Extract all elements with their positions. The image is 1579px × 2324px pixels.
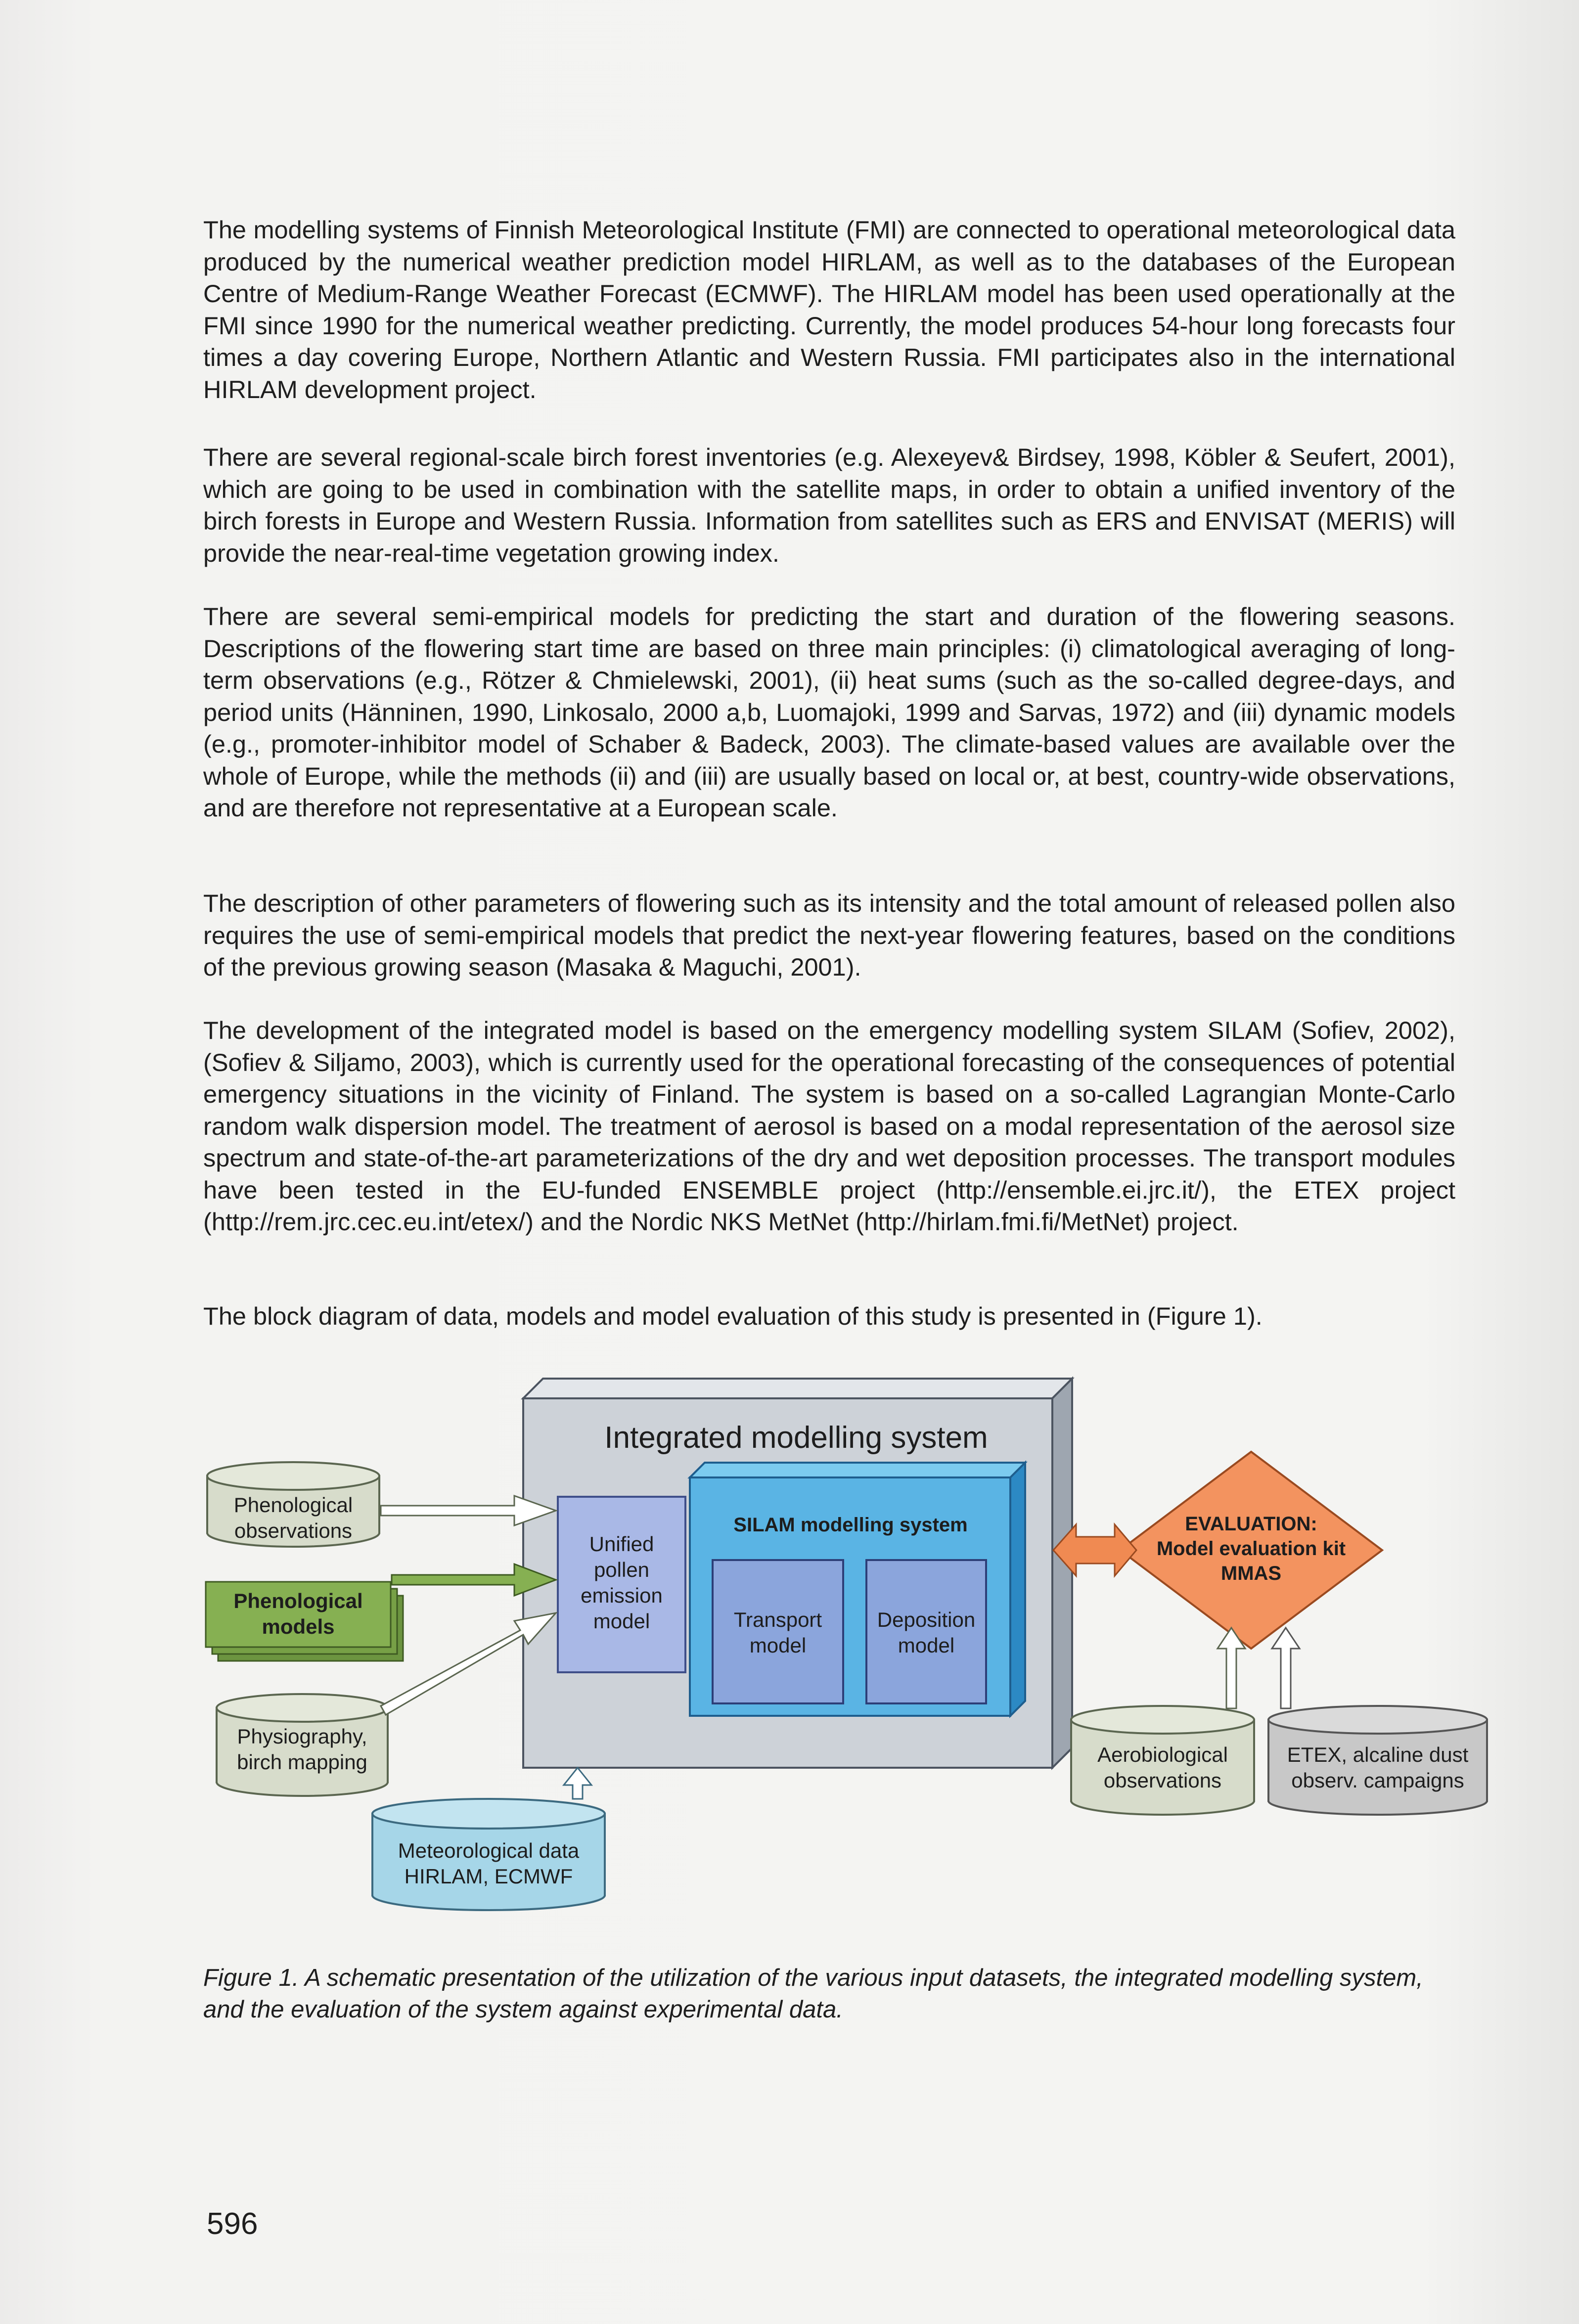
page-number: 596	[207, 2207, 258, 2241]
meteo-line-1: Meteorological data	[398, 1839, 580, 1862]
evaluation-line-2: Model evaluation kit	[1156, 1538, 1346, 1560]
evaluation-line-3: MMAS	[1220, 1563, 1282, 1584]
unified-model-line-2: pollen	[593, 1558, 650, 1581]
arrow-etex	[1272, 1628, 1300, 1708]
deposition-model-label	[866, 1607, 986, 1658]
phenological-observations-label	[207, 1492, 379, 1544]
paragraph-2: There are several regional-scale birch forest inventories (e.g. Alexeyev& Birdsey, 1998, Köbler & Seufert, 2001), which are going to be used in combination with the satellite maps, in order to obtain a unified inventory of the birch forests in Europe and Western Russia. Information from satellites such as ERS and ENVISAT (MERIS) will provide the near-real-time vegetation growing index.	[203, 443, 1455, 567]
pheno-models-line-2: models	[262, 1615, 335, 1638]
etex-line-2: observ. campaigns	[1291, 1769, 1464, 1792]
evaluation-label	[1137, 1512, 1365, 1586]
phenological-models-label	[206, 1588, 391, 1640]
deposition-model-line-1: Deposition	[877, 1608, 976, 1631]
evaluation-line-1: EVALUATION:	[1185, 1513, 1317, 1535]
unified-model-line-3: emission	[581, 1584, 663, 1607]
transport-model-label	[713, 1607, 843, 1658]
figure-caption: Figure 1. A schematic presentation of the utilization of the various input datasets, the integrated modelling system, and the evaluation of the system against experimental data.	[203, 1965, 1423, 2023]
silam-system-title: SILAM modelling system	[733, 1514, 968, 1536]
unified-model-line-1: Unified	[589, 1532, 654, 1556]
aerobiological-line-1: Aerobiological	[1097, 1743, 1228, 1766]
pheno-models-line-1: Phenological	[233, 1589, 363, 1612]
paragraph-4: The description of other parameters of flowering such as its intensity and the total amount of released pollen also requires the use of semi-empirical models that predict the next-year flowering features, based on the conditions of the previous growing season (Masaka & Maguchi, 2001).	[203, 889, 1455, 981]
meteo-line-2: HIRLAM, ECMWF	[404, 1865, 573, 1888]
physiography-line-1: Physiography,	[237, 1725, 367, 1748]
unified-model-line-4: model	[593, 1609, 650, 1633]
transport-model-line-1: Transport	[733, 1608, 822, 1631]
transport-model-line-2: model	[749, 1634, 807, 1657]
paragraph-6: The block diagram of data, models and model evaluation of this study is presented in (Figure 1).	[203, 1302, 1263, 1330]
paragraph-5: The development of the integrated model is based on the emergency modelling system SILAM (Sofiev, 2002), (Sofiev & Siljamo, 2003), which is currently used for the operational forecasting of the consequences of potential emergency situations in the vicinity of Finland. The system is based on a so-called Lagrangian Monte-Carlo random walk dispersion model. The treatment of aerosol is based on a modal representation of the aerosol size spectrum and state-of-the-art parameterizations of the dry and wet deposition processes. The transport modules have been tested in the EU-funded ENSEMBLE project (http://ensemble.ei.jrc.it/), the ETEX project (http://rem.jrc.cec.eu.int/etex/) and the Nordic NKS MetNet (http://hirlam.fmi.fi/MetNet) project.	[203, 1016, 1455, 1236]
physiography-label	[217, 1724, 388, 1775]
integrated-system-title: Integrated modelling system	[604, 1421, 988, 1455]
aerobiological-line-2: observations	[1103, 1769, 1222, 1792]
aerobiological-label	[1071, 1742, 1254, 1793]
deposition-model-line-2: model	[898, 1634, 955, 1657]
pheno-obs-line-2: observations	[234, 1519, 353, 1542]
meteorological-data-label	[372, 1838, 605, 1889]
etex-label	[1268, 1742, 1487, 1793]
unified-model-label	[558, 1531, 685, 1634]
etex-line-1: ETEX, alcaline dust	[1287, 1743, 1469, 1766]
paragraph-3: There are several semi-empirical models for predicting the start and duration of the flowering seasons. Descriptions of the flowering start time are based on three main principles: (i) climatological averaging of long-term observations (e.g., Rötzer & Chmielewski, 2001), (ii) heat sums (such as the so-called degree-days, and period units (Hänninen, 1990, Linkosalo, 2000 a,b, Luomajoki, 1999 and Sarvas, 1972) and (iii) dynamic models (e.g., promoter-inhibitor model of Schaber & Badeck, 2003). The climate-based values are available over the whole of Europe, while the methods (ii) and (iii) are usually based on local or, at best, country-wide observations, and are therefore not representative at a European scale.	[203, 602, 1455, 822]
physiography-line-2: birch mapping	[237, 1750, 367, 1774]
paragraph-1: The modelling systems of Finnish Meteorological Institute (FMI) are connected to operational meteorological data produced by the numerical weather prediction model HIRLAM, as well as to the databases of the European Centre of Medium-Range Weather Forecast (ECMWF). The HIRLAM model has been used operationally at the FMI since 1990 for the numerical weather predicting. Currently, the model produces 54-hour long forecasts four times a day covering Europe, Northern Atlantic and Western Russia. FMI participates also in the international HIRLAM development project.	[203, 216, 1455, 403]
pheno-obs-line-1: Phenological	[233, 1493, 353, 1517]
arrow-meteo	[564, 1768, 591, 1799]
